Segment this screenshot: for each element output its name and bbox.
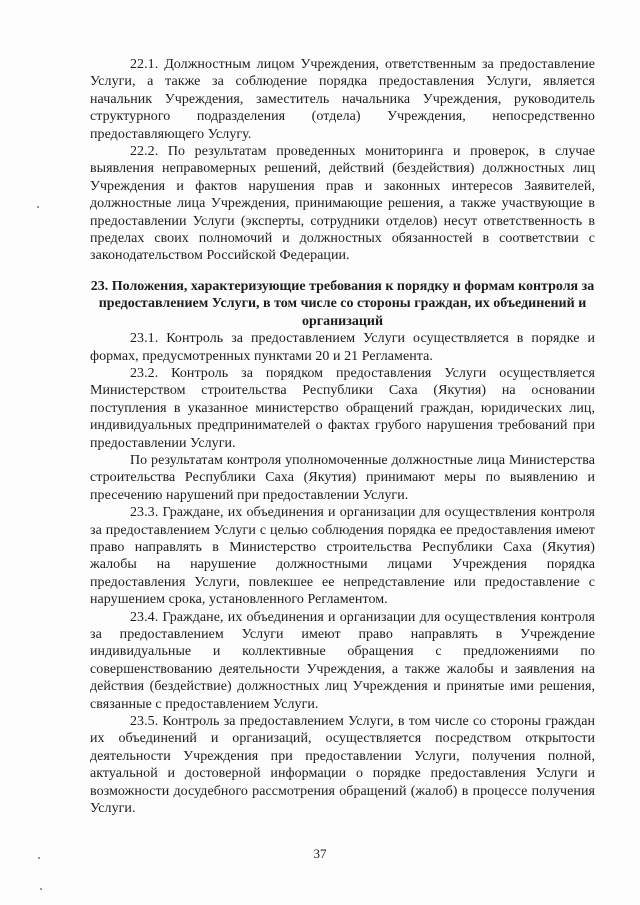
paragraph-23-2-continued: По результатам контроля уполномоченные должностные лица Министерства строительства Республики Саха (Якутия) принимают меры по выявлению и пресечению нарушений при предоставлении Услуги. — [90, 452, 595, 503]
paragraph-23-2: 23.2. Контроль за порядком предоставления Услуги осуществляется Министерством строительства Республики Саха (Якутия) на основании поступления в указанное министерство обращений граждан, юридических лиц, индивидуальных предпринимателей о фактах грубого нарушения требований при предоставлении Услуги. — [90, 365, 595, 451]
document-body — [90, 56, 595, 817]
scan-speck — [38, 857, 40, 859]
paragraph-22-1: 22.1. Должностным лицом Учреждения, ответственным за предоставление Услуги, а также за соблюдение порядка предоставления Услуги, является начальник Учреждения, заместитель начальника Учреждения, руководитель структурного подразделения (отдела) Учреждения, непосредственно предоставляющего Услугу. — [90, 57, 595, 142]
paragraph-22-2: 22.2. По результатам проведенных мониторинга и проверок, в случае выявления неправомерных решений, действий (бездействия) должностных лиц Учреждения и фактов нарушения прав и законных интересов Заявителей, должностные лица Учреждения, принимающие решения, а также участвующие в предоставлении Услуги (эксперты, сотрудники отделов) несут ответственность в пределах своих полномочий и должностных обязанностей в соответствии с законодательством Российской Федерации. — [90, 144, 595, 264]
paragraph-23-1: 23.1. Контроль за предоставлением Услуги осуществляется в порядке и формах, предусмотренных пунктами 20 и 21 Регламента. — [90, 331, 595, 364]
paragraph-23-5: 23.5. Контроль за предоставлением Услуги, в том числе со стороны граждан их объединений и организаций, осуществляется посредством открытости деятельности Учреждения при предоставлении Услуги, получения полной, актуальной и достоверной информации о порядке предоставления Услуги и возможности досудебного рассмотрения обращений (жалоб) в процессе получения Услуги. — [90, 714, 595, 817]
scan-speck — [37, 206, 39, 208]
page-number: 37 — [313, 846, 327, 861]
paragraph-23-4: 23.4. Граждане, их объединения и организации для осуществления контроля за предоставлением Услуги имеют право направлять в Учреждение индивидуальные и коллективные обращения с предложениями по совершенствованию деятельности Учреждения, а также жалобы и заявления на действия (бездействие) должностных лиц Учреждения и принятые ими решения, связанные с предоставлением Услуги. — [90, 609, 595, 712]
section-heading-23: 23. Положения, характеризующие требования к порядку и формам контроля за предоставлением Услуги, в том числе со стороны граждан, их объединений и организаций — [90, 278, 595, 329]
paragraph-23-3: 23.3. Граждане, их объединения и организации для осуществления контроля за предоставлением Услуги с целью соблюдения порядка ее предоставления имеют право направлять в Министерство строительства Республики Саха (Якутия) жалобы на нарушение должностными лицами Учреждения порядка предоставления Услуги, повлекшее ее непредставление или предоставление с нарушением срока, установленного Регламентом. — [90, 505, 595, 608]
scan-speck — [40, 888, 42, 890]
